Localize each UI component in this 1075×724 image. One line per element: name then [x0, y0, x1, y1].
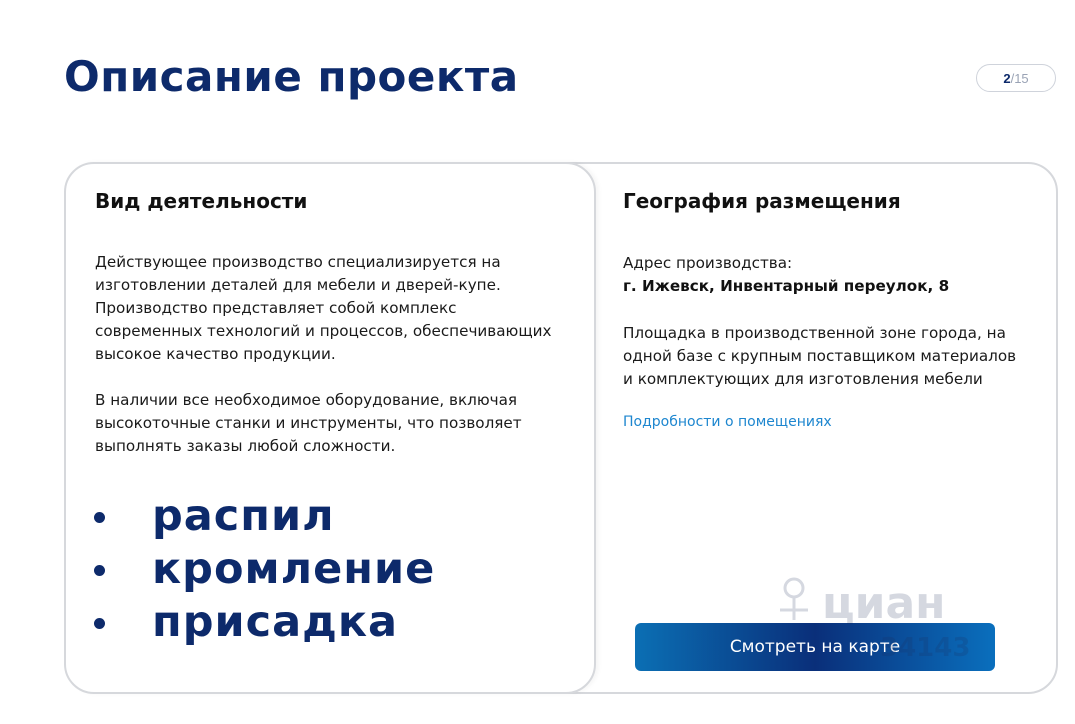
address-block — [623, 252, 949, 298]
activity-paragraph-1 — [95, 251, 552, 366]
activity-line: Производство представляет собой комплекс — [95, 299, 457, 317]
location-line: и комплектующих для изготовления мебели — [623, 370, 983, 388]
service-item — [90, 543, 435, 596]
service-label: присадка — [152, 597, 399, 647]
page-title: Описание проекта — [64, 52, 519, 101]
activity-line: высокоточные станки и инструменты, что позволяет — [95, 414, 522, 432]
location-description — [623, 322, 1016, 391]
activity-card — [64, 162, 596, 694]
service-label: кромление — [152, 544, 436, 594]
activity-line: современных технологий и процессов, обеспечивающих — [95, 322, 552, 340]
service-label: распил — [152, 491, 335, 541]
services-list — [90, 490, 435, 649]
pager-total: 15 — [1014, 70, 1029, 86]
service-item — [90, 490, 435, 543]
bullet-dot-icon — [94, 565, 105, 576]
pager-separator: / — [1010, 70, 1015, 86]
pager-current: 2 — [1003, 70, 1011, 86]
activity-line: Действующее производство специализируется на — [95, 253, 501, 271]
bullet-dot-icon — [94, 618, 105, 629]
activity-line: изготовлении деталей для мебели и дверей-купе. — [95, 276, 501, 294]
service-item — [90, 596, 435, 649]
location-line: одной базе с крупным поставщиком материалов — [623, 347, 1017, 365]
activity-heading: Вид деятельности — [95, 189, 308, 213]
address-value: г. Ижевск, Инвентарный переулок, 8 — [623, 277, 950, 295]
geography-card — [535, 162, 1058, 694]
geography-heading: География размещения — [623, 189, 901, 213]
slide-pager — [976, 64, 1056, 92]
address-label: Адрес производства: — [623, 254, 793, 272]
activity-line: высокое качество продукции. — [95, 345, 336, 363]
location-line: Площадка в производственной зоне города, на — [623, 324, 1006, 342]
activity-line: выполнять заказы любой сложности. — [95, 437, 396, 455]
view-on-map-button[interactable]: Смотреть на карте — [635, 623, 995, 671]
bullet-dot-icon — [94, 512, 105, 523]
activity-paragraph-2 — [95, 389, 522, 458]
premises-details-link[interactable]: Подробности о помещениях — [623, 414, 832, 430]
activity-line: В наличии все необходимое оборудование, включая — [95, 391, 518, 409]
